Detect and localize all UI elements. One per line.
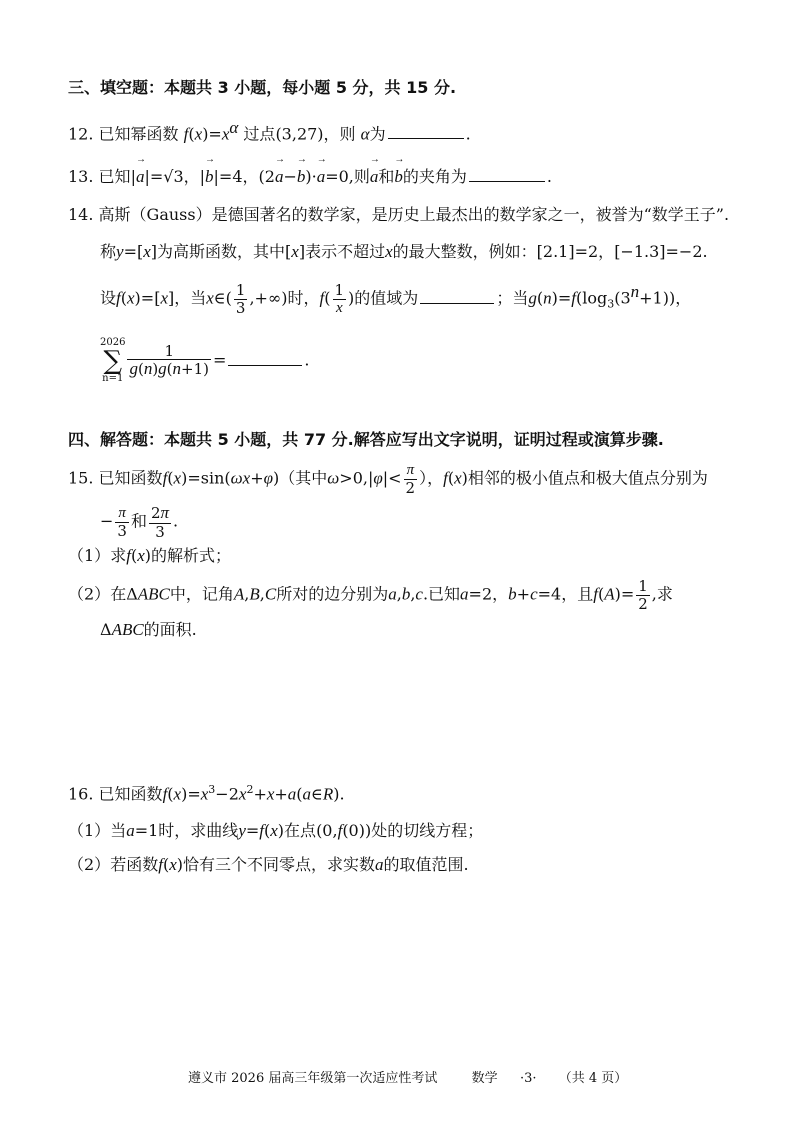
subject-name: 数学 [471, 1071, 498, 1086]
question-text: 为 [369, 124, 386, 144]
question-text: 的夹角为 [402, 167, 467, 186]
question-text: ,则 [348, 167, 370, 186]
question-text: 相邻的极小值点和极大值点分别为 [467, 468, 708, 488]
question-15-line1: 15. 已知函数f(x)=sin(ωx+φ)（其中ω>0,|φ|< $\frac{\pi}{2}$ ），f(x)相邻的极小值点和极大值点分别为 [68, 462, 708, 497]
question-text: ，则 [323, 124, 356, 144]
question-16-part2: （2）若函数f(x)恰有三个不同零点，求实数a的取值范围. [68, 855, 469, 874]
part-label: （2） [68, 584, 111, 604]
summation-symbol: 2026 ∑ n=1 [100, 337, 126, 384]
question-text: 恰有三个不同零点，求实数 [182, 855, 375, 874]
question-text: 已知幂函数 [98, 124, 179, 144]
fraction: $\frac{1}{x}$ [334, 281, 345, 316]
period: . [546, 167, 552, 186]
question-16: 16. 已知函数$f(x)=x^3-2x^2+x+a(a\in R)$. [68, 783, 345, 804]
fraction: $\frac{2\pi}{3}$ [150, 503, 170, 541]
page-number: ·3· [519, 1071, 537, 1086]
question-number: 12. [68, 124, 94, 144]
question-15-part1: （1）求f(x)的解析式； [68, 546, 231, 565]
question-text: ， [598, 242, 615, 261]
question-text: 已知函数 [98, 784, 163, 804]
section-title-fill-in: 三、填空题：本题共 3 小题，每小题 5 分，共 15 分. [68, 78, 457, 97]
question-13: 13. 已知|→ a|=√3，|→ b|=4，(2→ a−→ b)·→ a=0,则→ a和→ b的夹角为 . [68, 167, 552, 187]
part-label: （1） [68, 546, 111, 565]
math-expr: f [183, 124, 189, 144]
question-text: 设 [100, 288, 117, 308]
question-text: ）， [419, 468, 444, 488]
question-text: ， [183, 167, 200, 186]
section-title-solutions: 四、解答题：本题共 5 小题，共 77 分.解答应写出文字说明，证明过程或演算步骤. [68, 430, 664, 449]
question-text: （其中 [279, 468, 328, 488]
question-text: 的值域为 [354, 288, 419, 308]
question-15-part2: （2）在ΔABC中，记角A,B,C所对的边分别为a,b,c.已知a=2，b+c=4，且f(A)= $\frac{1}{2}$ ,求 [68, 577, 673, 613]
part-label: （2） [68, 855, 111, 874]
question-text: 已知函数 [98, 468, 163, 488]
question-14-line3: 设f(x)=[x]，当x∈( $\frac{1}{3}$ ,+∞)时，f( $\frac{1}{x}$ )的值域为 ；当$g(n)=f(\log_3(3^n+1))$， [100, 281, 692, 317]
question-text: 时，求曲线 [158, 821, 239, 840]
question-15-part2-cont: ΔABC的面积. [100, 620, 197, 639]
period: . [339, 784, 345, 804]
question-text: ，当 [174, 288, 207, 308]
question-number: 15. [68, 468, 94, 488]
fraction: $\frac{\pi}{3}$ [117, 505, 127, 540]
question-text: ， [492, 584, 509, 604]
question-text: 表示不超过 [305, 242, 386, 261]
question-text: 若函数 [110, 855, 159, 874]
question-text: 过点 [243, 124, 276, 144]
question-text: 求 [110, 546, 127, 565]
question-text: 和 [378, 167, 395, 186]
question-text: 当 [110, 821, 127, 840]
fraction: $\frac{1}{g(n)g(n+1)}$ [129, 341, 209, 379]
question-number: 14. [68, 205, 94, 224]
question-text: 和 [130, 511, 147, 531]
question-text: 在 [110, 584, 127, 604]
question-text: .已知 [422, 584, 461, 604]
page-total: （共 4 页） [558, 1071, 628, 1086]
answer-blank[interactable] [388, 124, 464, 139]
question-text: 已知 [98, 167, 131, 186]
page-footer [188, 1071, 627, 1087]
question-text: 的面积. [143, 620, 197, 639]
question-text: 高斯（Gauss）是德国著名的数学家，是历史上最杰出的数学家之一，被誉为“数学王子”. [98, 205, 730, 224]
answer-blank[interactable] [469, 167, 545, 182]
answer-blank[interactable] [228, 351, 302, 366]
period: . [173, 511, 179, 531]
fraction: $\frac{1}{2}$ [638, 577, 648, 613]
question-text: 处的切线方程； [371, 821, 484, 840]
fraction: $\frac{\pi}{2}$ [405, 462, 416, 497]
question-12: 12. 已知幂函数 $f(x)=x^\alpha$ 过点(3,27)，则 α为 . [68, 118, 471, 144]
question-14-line1 [68, 205, 729, 224]
question-text: 为高斯函数，其中 [157, 242, 286, 261]
fraction: $\frac{1}{3}$ [235, 281, 246, 317]
question-text: 在点 [284, 821, 317, 840]
question-text: 所对的边分别为 [276, 584, 389, 604]
question-text: 中，记角 [169, 584, 234, 604]
part-label: （1） [68, 821, 111, 840]
answer-blank[interactable] [420, 289, 494, 304]
question-14-line4: 2026 ∑ n=1 $\frac{1}{g(n)g(n+1)}$ = . [100, 337, 310, 384]
question-text: ， [242, 167, 259, 186]
exam-name: 遵义市 2026 届高三年级第一次适应性考试 [188, 1071, 438, 1086]
question-text: 时， [287, 288, 320, 308]
question-text: 的解析式； [150, 546, 231, 565]
question-number: 16. [68, 784, 94, 804]
question-text: 的最大整数，例如： [392, 242, 537, 261]
question-text: 称 [100, 242, 117, 261]
question-16-part1: （1）当a=1时，求曲线y=f(x)在点(0,f(0))处的切线方程； [68, 821, 484, 840]
question-number: 13. [68, 167, 94, 186]
question-14-line2: 称y=[x]为高斯函数，其中[x]表示不超过x的最大整数，例如：[2.1]=2，[−1.3]=−2. [100, 242, 708, 261]
question-text: ,求 [651, 584, 673, 604]
question-text: 的取值范围. [383, 855, 469, 874]
question-text: ，且 [561, 584, 594, 604]
question-15-line2: − $\frac{\pi}{3}$ 和 $\frac{2\pi}{3}$ . [100, 503, 179, 541]
period: . [465, 124, 471, 144]
question-text: ；当 [496, 288, 529, 308]
